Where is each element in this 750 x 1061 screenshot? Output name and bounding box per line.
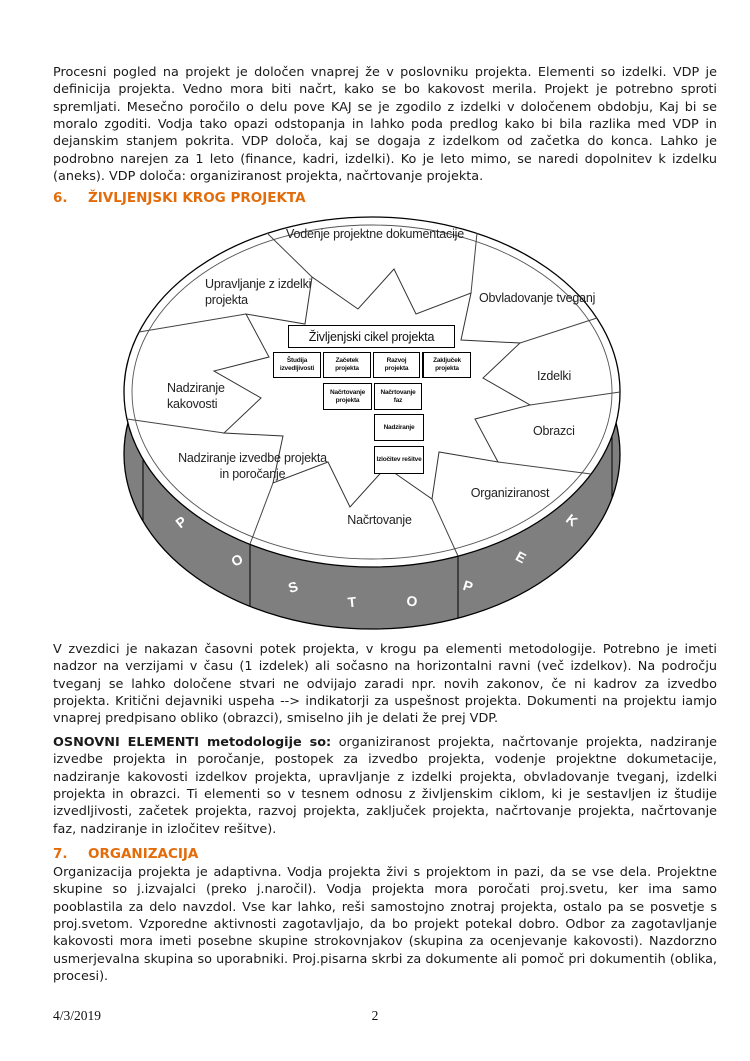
rim-letter-p1: P <box>172 512 190 532</box>
paragraph-organization: Organizacija projekta je adaptivna. Vodja projekta živi s projektom in pazi, da se vse dela. Projektne skupine so j.izvajalci (preko j.naročil). Vodja projekta mora poročati proj.svetu, ker ima samo pooblastila za delo navzdol. Vse kar lahko, reši samostojno znotraj projekta, ostalo pa se posvetje s proj.svetom. Vzporedne aktivnosti zagotavljajo, da bo projekt potekal dobro. Odbor za zagotavljanje kakovosti mora imeti posebne skupine strokovnjakov (skupina za ocenjevanje kakovosti). Nazdorzno usmerjevalna skupina so uporabniki. Proj.pisarna skrbi za dokumente ali pomoč pri dokumentih (oblika, procesi). <box>53 865 717 985</box>
phase-box-razvoj: Razvoj projekta <box>373 352 420 378</box>
paragraph-star-explanation: V zvezdici je nakazan časovni potek projekta, v krogu pa elementi metodologije. Potrebno je imeti nadzor na verzijami v času (1 izdelek) ali sočasno na horizontalni ravni (več izdelkov). Na področju tveganj se lahko določene stvari ne odvijajo zaradi npr. novih zakonov, če ni kadrov za izvedbo projekta. Kritični dejavniki uspeha --> indikatorji za uspešnost projekta. Dokumenti na projektu iamjo vnaprej predpisano obliko (obrazci), smiselno jih je delati že prej VDP. <box>53 642 717 727</box>
rim-letter-o1: O <box>228 550 246 570</box>
basic-elements-rest: organiziranost projekta, načrtovanje projekta, nadziranje izvedbe projekta in poročanje, postopek za izvedbo projekta, vodenje projektne dokumetacije, nadziranje kakovosti izdelkov projekta, upravljanje z izdelki projekta, obvladovanje tveganj, izdelki projekta in obrazci. Ti elementi so v tesnem odnosu z življenskim ciklom, ki je sestavljen iz študije izvedljivosti, začetek projekta, razvoj projekta, zaključek projekta, načrtovanje projekta, načrtovanje faz, nadziranje in izločitev rešitve). <box>53 735 717 837</box>
heading-6-title: ŽIVLJENJSKI KROG PROJEKTA <box>88 190 306 206</box>
sector-label-nadziranje-kakovosti: Nadziranje kakovosti <box>167 381 225 411</box>
sector-label-upravljanje: Upravljanje z izdelki projekta <box>205 277 312 307</box>
paragraph-basic-elements <box>53 734 717 838</box>
phase-box-izlocitev: Izločitev rešitve <box>374 446 424 474</box>
phase-box-nadziranje: Nadziranje <box>374 414 424 441</box>
heading-organization <box>53 846 717 862</box>
rim-letter-o2: O <box>405 592 419 610</box>
footer-date: 4/3/2019 <box>53 1008 102 1023</box>
heading-6-number: 6. <box>53 190 68 206</box>
phase-box-nacrtovanje-projekta: Načrtovanje projekta <box>323 383 372 410</box>
sector-label-obrazci: Obrazci <box>533 424 575 438</box>
heading-life-cycle <box>53 190 717 206</box>
heading-7-number: 7. <box>53 846 68 862</box>
sector-label-nacrtovanje: Načrtovanje <box>347 513 412 527</box>
basic-elements-lead-bold: OSNOVNI ELEMENTI metodologije so: <box>53 735 332 750</box>
rim-letter-e: E <box>513 547 529 567</box>
heading-7-title: ORGANIZACIJA <box>88 846 199 862</box>
paragraph-process-view: Procesni pogled na projekt je določen vnaprej že v poslovniku projekta. Elementi so izdelki. VDP je definicija projekta. Vedno mora biti načrt, kako se bo kakovost merila. Projekt je potrebno sproti spremljati. Mesečno poročilo o delu pove KAJ se je zgodilo z izdelki v določenem obdobju, Kaj bi se moralo zgoditi. Vodja tako opazi odstopanja in lahko poda predlog kako bi bila razlika med VDP in dejanskim stanjem pokrita. VDP določa, kaj se dogaja z izdelkom od začetka do konca. Lahko je podrobno narejen za 1 leto (finance, kadri, izdelki). Ko je leto mimo, se naredi dopolnitev k izdelku (aneks). VDP določa: organiziranost projekta, načrtovanje projekta. <box>53 65 717 185</box>
life-cycle-diagram <box>75 210 675 642</box>
rim-letter-s: S <box>286 577 300 597</box>
sector-label-organiziranost: Organiziranost <box>470 486 550 500</box>
sector-label-nadziranje-izvedbe: Nadziranje izvedbe projekta in poročanje <box>178 451 327 481</box>
rim-letter-t: T <box>346 593 358 611</box>
sector-label-vodenje: Vodenje projektne dokumentacije <box>286 227 464 241</box>
phase-box-studija: Študija izvedljivosti <box>273 352 321 378</box>
sector-label-obvladovanje: Obvladovanje tveganj <box>479 291 596 305</box>
footer-page-number: 2 <box>371 1008 379 1023</box>
phase-box-zakljucek: Zaključek projekta <box>422 352 471 378</box>
rim-letter-k: K <box>563 510 581 530</box>
rim-letter-p2: P <box>461 576 475 596</box>
phase-box-nacrtovanje-faz: Načrtovanje faz <box>374 383 422 410</box>
phase-box-zacetek: Začetek projekta <box>323 352 371 378</box>
sector-label-izdelki: Izdelki <box>537 369 572 383</box>
life-cycle-title-box: Življenjski cikel projekta <box>288 325 455 348</box>
